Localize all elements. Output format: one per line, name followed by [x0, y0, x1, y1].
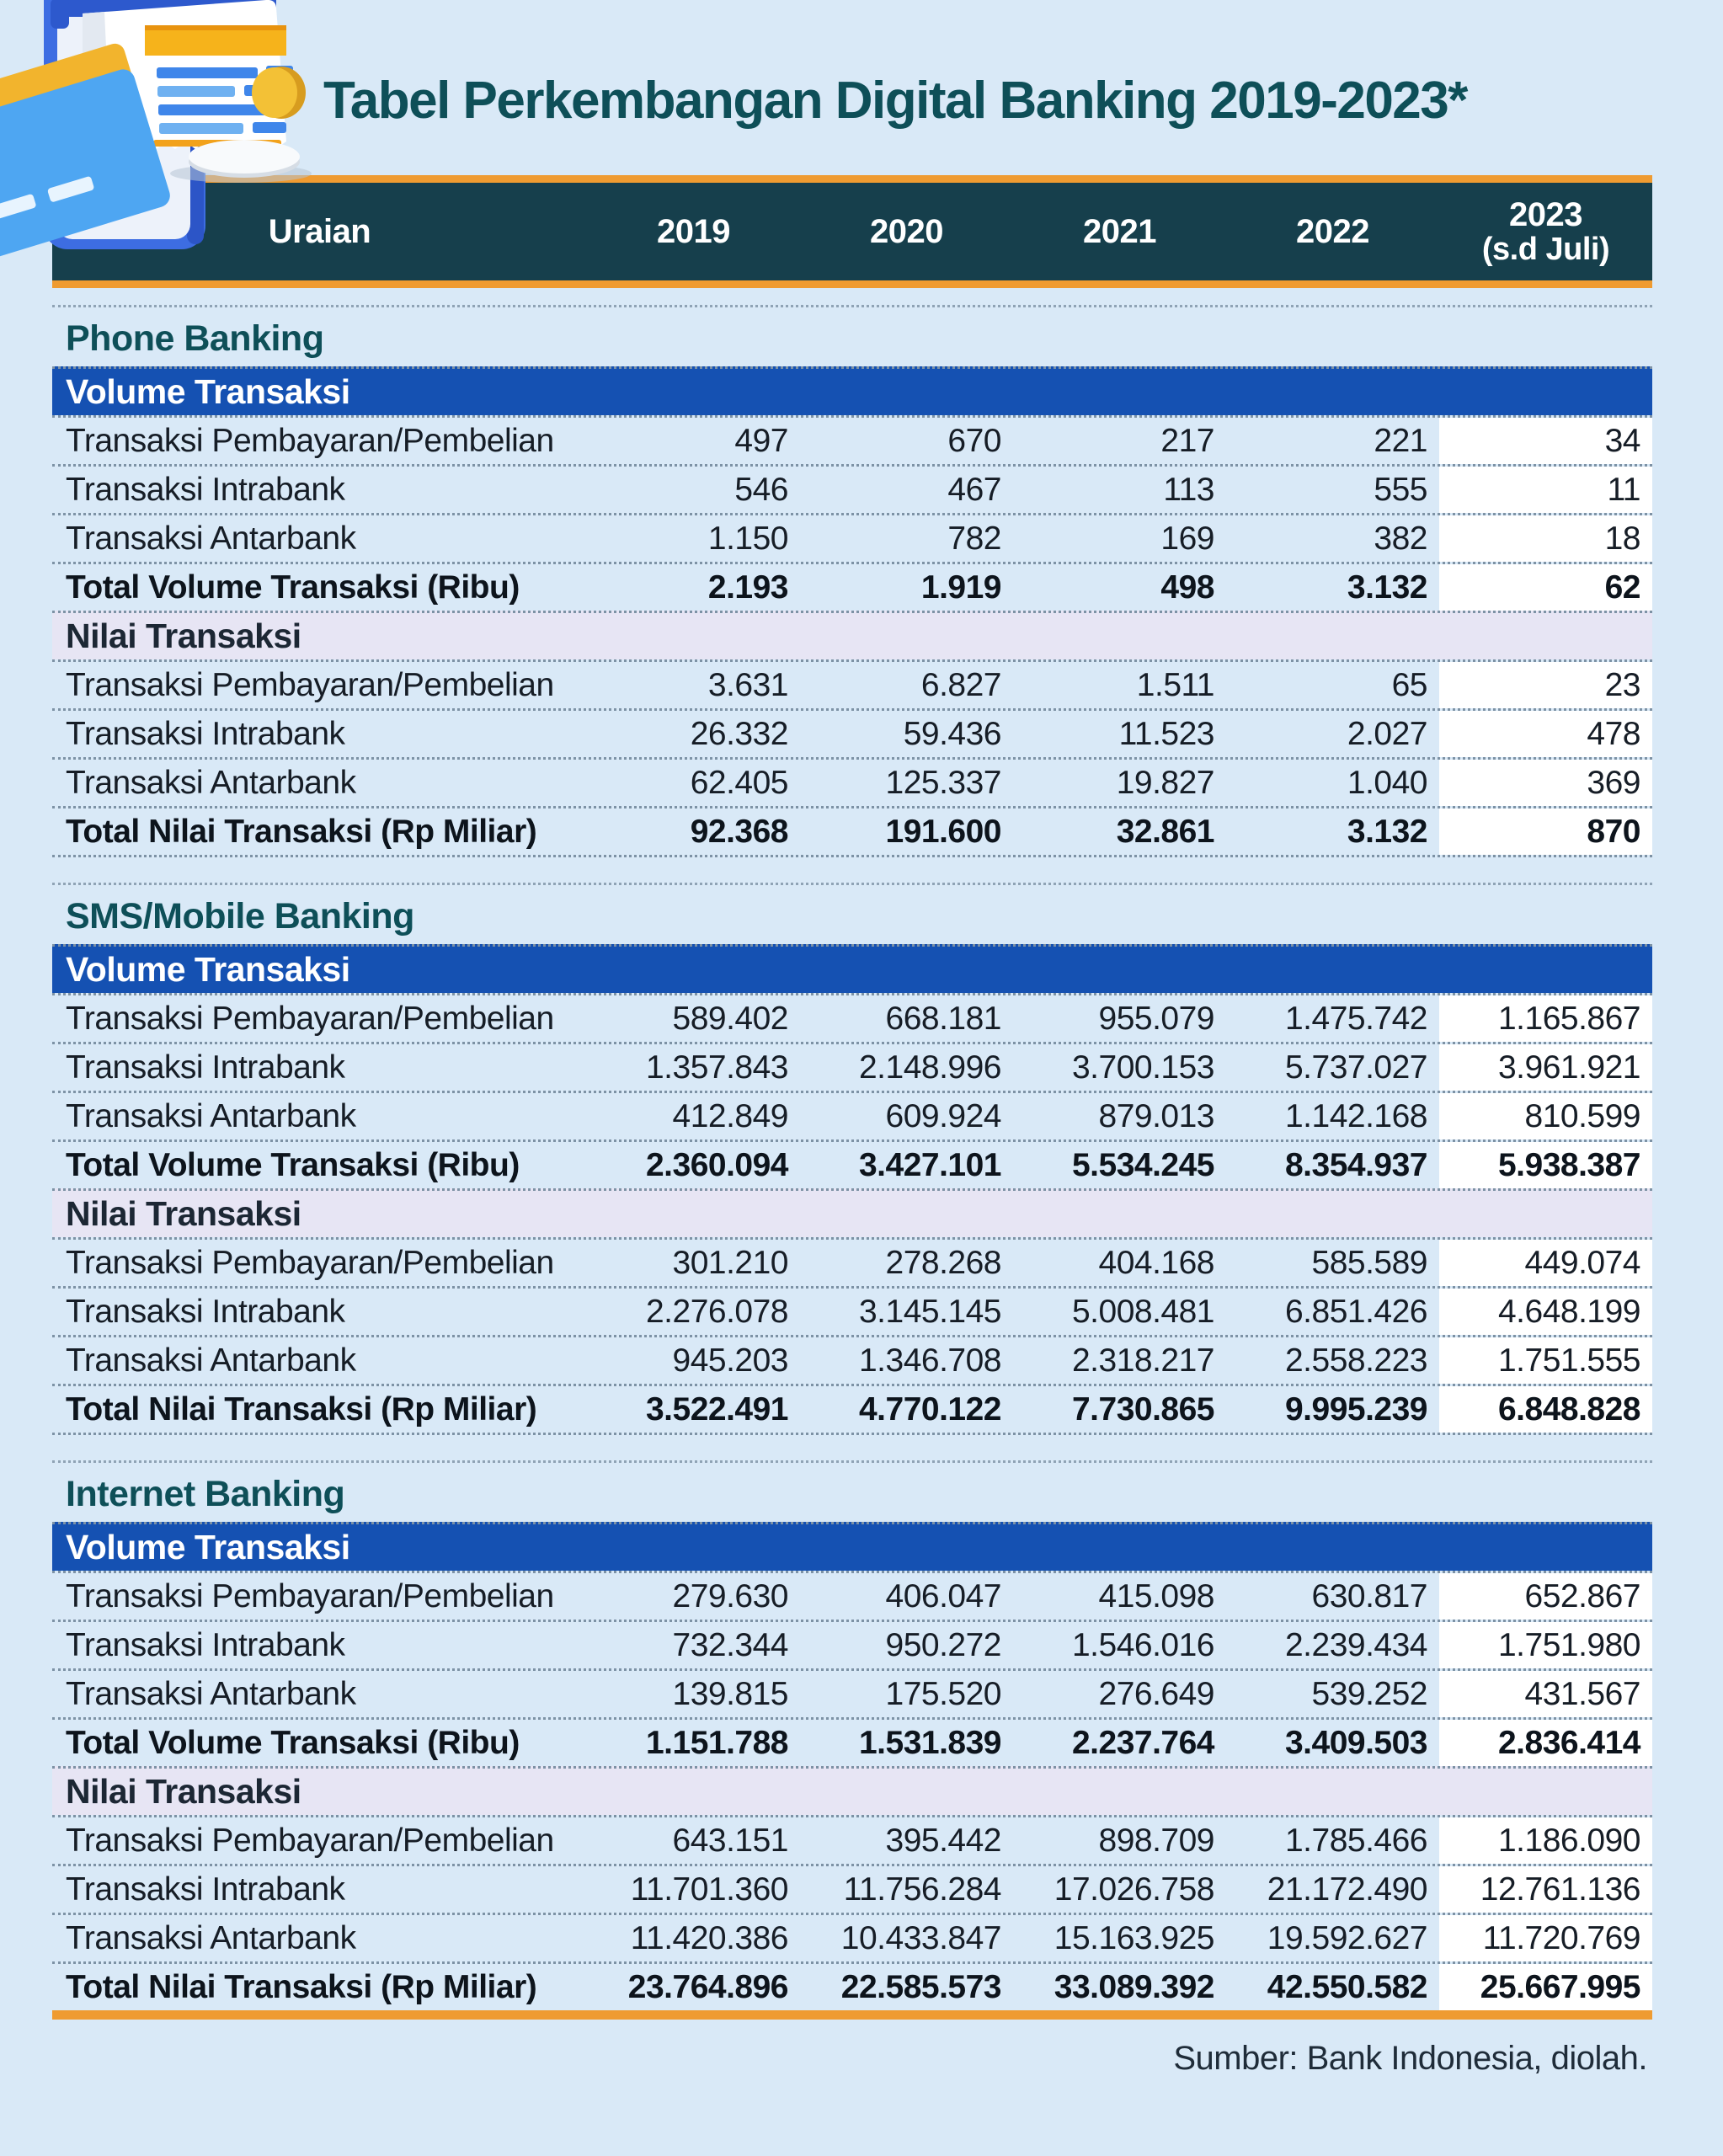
table-row: [52, 1961, 1652, 2010]
cell-value: 369: [1439, 760, 1652, 806]
cell-value: 609.924: [885, 1097, 1001, 1134]
table-row: [52, 757, 1652, 806]
cell-value: 7.730.865: [1071, 1390, 1214, 1428]
table-row: [52, 708, 1652, 757]
column-header-2023: [1439, 197, 1652, 267]
cell-value: 301.210: [672, 1244, 788, 1281]
cell-value: 589.402: [672, 1000, 788, 1037]
cell-value: 276.649: [1098, 1675, 1214, 1712]
coin-icon: [252, 67, 306, 119]
cell-value: 3.132: [1347, 568, 1427, 606]
cell-value: 8.354.937: [1284, 1146, 1427, 1183]
cell-value: 1.785.466: [1284, 1822, 1427, 1859]
row-label: Transaksi Intrabank: [66, 471, 345, 508]
row-label: Transaksi Antarbank: [66, 1675, 356, 1712]
cell-value: 555: [1374, 471, 1427, 508]
cell-value: 412.849: [672, 1097, 788, 1134]
cell-value: 6.848.828: [1439, 1386, 1652, 1433]
cell-value: 2.360.094: [645, 1146, 788, 1183]
cell-value: 2.239.434: [1284, 1626, 1427, 1663]
cell-value: 11.701.360: [630, 1870, 788, 1908]
section-end-separator: [52, 855, 1652, 857]
page-title: Tabel Perkembangan Digital Banking 2019-2023*: [323, 72, 1467, 130]
cell-value: 810.599: [1439, 1093, 1652, 1139]
cell-value: 32.861: [1116, 813, 1214, 850]
table-bottom-border: [52, 2010, 1652, 2020]
digital-banking-illustration: [0, 0, 320, 261]
cell-value: 4.648.199: [1439, 1289, 1652, 1335]
cell-value: 1.186.090: [1439, 1817, 1652, 1864]
cell-value: 21.172.490: [1267, 1870, 1427, 1908]
cell-value: 732.344: [672, 1626, 788, 1663]
cell-value: 652.867: [1439, 1573, 1652, 1620]
cell-value: 2.148.996: [858, 1049, 1001, 1086]
cell-value: 3.145.145: [858, 1293, 1001, 1330]
cell-value: 3.409.503: [1284, 1724, 1427, 1761]
cell-value: 478: [1439, 711, 1652, 757]
row-label: Total Volume Transaksi (Ribu): [66, 1146, 520, 1183]
group-header: Volume Transaksi: [52, 944, 1652, 993]
table-row: [52, 1913, 1652, 1961]
row-label: Transaksi Pembayaran/Pembelian: [66, 666, 554, 703]
table-row: [52, 1668, 1652, 1717]
column-header-2023-year: 2023: [1509, 195, 1582, 233]
cell-value: 10.433.847: [840, 1919, 1001, 1956]
row-label: Transaksi Intrabank: [66, 1293, 345, 1330]
cell-value: 34: [1439, 418, 1652, 464]
row-label: Total Nilai Transaksi (Rp Miliar): [66, 1390, 537, 1428]
table-row: [52, 659, 1652, 708]
row-label: Transaksi Pembayaran/Pembelian: [66, 1000, 554, 1037]
column-header-2019: 2019: [657, 212, 730, 250]
cell-value: 278.268: [885, 1244, 1001, 1281]
cell-value: 3.700.153: [1071, 1049, 1214, 1086]
cell-value: 1.142.168: [1284, 1097, 1427, 1134]
row-label: Transaksi Pembayaran/Pembelian: [66, 422, 554, 459]
group-header: Volume Transaksi: [52, 1522, 1652, 1571]
group-header: Nilai Transaksi: [52, 1188, 1652, 1237]
cell-value: 3.631: [707, 666, 788, 703]
cell-value: 955.079: [1098, 1000, 1214, 1037]
row-label: Transaksi Intrabank: [66, 715, 345, 752]
cell-value: 26.332: [690, 715, 788, 752]
cell-value: 497: [734, 422, 788, 459]
cell-value: 1.546.016: [1071, 1626, 1214, 1663]
cell-value: 18: [1439, 515, 1652, 562]
cell-value: 42.550.582: [1267, 1968, 1427, 2005]
group-header: Volume Transaksi: [52, 366, 1652, 415]
cell-value: 175.520: [885, 1675, 1001, 1712]
cell-value: 5.737.027: [1284, 1049, 1427, 1086]
cell-value: 467: [947, 471, 1001, 508]
cell-value: 870: [1439, 808, 1652, 855]
cell-value: 1.040: [1347, 764, 1427, 801]
table-row: [52, 1139, 1652, 1188]
cell-value: 9.995.239: [1284, 1390, 1427, 1428]
cell-value: 3.427.101: [858, 1146, 1001, 1183]
cell-value: 1.165.867: [1439, 995, 1652, 1042]
row-label: Transaksi Antarbank: [66, 1919, 356, 1956]
row-label: Transaksi Intrabank: [66, 1870, 345, 1908]
cell-value: 279.630: [672, 1577, 788, 1614]
table-row: [52, 1620, 1652, 1668]
cell-value: 950.272: [885, 1626, 1001, 1663]
table-row: [52, 513, 1652, 562]
cell-value: 406.047: [885, 1577, 1001, 1614]
row-label: Total Nilai Transaksi (Rp Miliar): [66, 813, 537, 850]
cell-value: 59.436: [903, 715, 1001, 752]
section-title: SMS/Mobile Banking: [66, 896, 414, 937]
cell-value: 22.585.573: [840, 1968, 1001, 2005]
cell-value: 5.008.481: [1071, 1293, 1214, 1330]
cell-value: 25.667.995: [1439, 1964, 1652, 2010]
table-row: [52, 1815, 1652, 1864]
cell-value: 2.027: [1347, 715, 1427, 752]
cell-value: 1.475.742: [1284, 1000, 1427, 1037]
cell-value: 6.851.426: [1284, 1293, 1427, 1330]
cell-value: 23.764.896: [627, 1968, 788, 2005]
table-row: [52, 1864, 1652, 1913]
cell-value: 125.337: [885, 764, 1001, 801]
column-header-2022: 2022: [1296, 212, 1369, 250]
cell-value: 3.961.921: [1439, 1044, 1652, 1091]
cell-value: 1.751.555: [1439, 1337, 1652, 1384]
cell-value: 4.770.122: [858, 1390, 1001, 1428]
row-label: Transaksi Antarbank: [66, 1097, 356, 1134]
cell-value: 62: [1439, 564, 1652, 611]
cell-value: 546: [734, 471, 788, 508]
cell-value: 217: [1160, 422, 1214, 459]
table-row: [52, 1042, 1652, 1091]
cell-value: 539.252: [1311, 1675, 1427, 1712]
cell-value: 1.531.839: [858, 1724, 1001, 1761]
cell-value: 2.237.764: [1071, 1724, 1214, 1761]
group-header: Nilai Transaksi: [52, 611, 1652, 659]
cell-value: 585.589: [1311, 1244, 1427, 1281]
cell-value: 668.181: [885, 1000, 1001, 1037]
table-body: [52, 305, 1652, 2010]
cell-value: 23: [1439, 662, 1652, 708]
group-header: Nilai Transaksi: [52, 1766, 1652, 1815]
cell-value: 65: [1391, 666, 1427, 703]
cell-value: 643.151: [672, 1822, 788, 1859]
cell-value: 404.168: [1098, 1244, 1214, 1281]
table-section: [52, 883, 1652, 1435]
row-label: Total Volume Transaksi (Ribu): [66, 1724, 520, 1761]
cell-value: 33.089.392: [1054, 1968, 1214, 2005]
cell-value: 879.013: [1098, 1097, 1214, 1134]
cell-value: 3.132: [1347, 813, 1427, 850]
row-label: Transaksi Intrabank: [66, 1626, 345, 1663]
cell-value: 92.368: [690, 813, 788, 850]
section-title: Phone Banking: [66, 318, 324, 359]
table-row: [52, 415, 1652, 464]
table-row: [52, 1335, 1652, 1384]
cell-value: 1.751.980: [1439, 1622, 1652, 1668]
cell-value: 12.761.136: [1439, 1866, 1652, 1913]
row-label: Transaksi Antarbank: [66, 1342, 356, 1379]
table-section: [52, 305, 1652, 857]
cell-value: 11.523: [1118, 715, 1214, 752]
row-label: Total Nilai Transaksi (Rp Miliar): [66, 1968, 537, 2005]
cell-value: 15.163.925: [1054, 1919, 1214, 1956]
cell-value: 431.567: [1439, 1671, 1652, 1717]
cell-value: 191.600: [885, 813, 1001, 850]
digital-banking-table: [52, 175, 1652, 2078]
row-label: Transaksi Antarbank: [66, 520, 356, 557]
column-header-2023-subtitle: (s.d Juli): [1481, 232, 1610, 268]
cell-value: 3.522.491: [645, 1390, 788, 1428]
table-row: [52, 464, 1652, 513]
row-label: Transaksi Pembayaran/Pembelian: [66, 1244, 554, 1281]
table-row: [52, 1286, 1652, 1335]
cell-value: 1.346.708: [858, 1342, 1001, 1379]
column-header-2020: 2020: [870, 212, 943, 250]
cell-value: 19.827: [1116, 764, 1214, 801]
cell-value: 670: [947, 422, 1001, 459]
table-row: [52, 562, 1652, 611]
cell-value: 945.203: [672, 1342, 788, 1379]
cell-value: 6.827: [920, 666, 1001, 703]
row-label: Transaksi Pembayaran/Pembelian: [66, 1822, 554, 1859]
table-row: [52, 993, 1652, 1042]
cell-value: 11.720.769: [1439, 1915, 1652, 1961]
table-row: [52, 1237, 1652, 1286]
section-end-separator: [52, 1433, 1652, 1435]
section-title: Internet Banking: [66, 1474, 345, 1514]
cell-value: 782: [947, 520, 1001, 557]
source-note: Sumber: Bank Indonesia, diolah.: [1173, 2040, 1647, 2077]
row-label: Transaksi Intrabank: [66, 1049, 345, 1086]
cell-value: 11.756.284: [843, 1870, 1001, 1908]
cell-value: 221: [1374, 422, 1427, 459]
table-section: [52, 1460, 1652, 2010]
cell-value: 1.357.843: [645, 1049, 788, 1086]
cell-value: 898.709: [1098, 1822, 1214, 1859]
cell-value: 5.938.387: [1439, 1142, 1652, 1188]
column-header-uraian: Uraian: [268, 212, 371, 250]
cell-value: 139.815: [672, 1675, 788, 1712]
table-row: [52, 806, 1652, 855]
cell-value: 1.150: [707, 520, 788, 557]
cell-value: 11: [1439, 467, 1652, 513]
row-label: Transaksi Pembayaran/Pembelian: [66, 1577, 554, 1614]
cell-value: 62.405: [690, 764, 788, 801]
row-label: Transaksi Antarbank: [66, 764, 356, 801]
cell-value: 2.193: [707, 568, 788, 606]
table-row: [52, 1091, 1652, 1139]
cell-value: 498: [1160, 568, 1214, 606]
cell-value: 169: [1160, 520, 1214, 557]
cell-value: 19.592.627: [1267, 1919, 1427, 1956]
cell-value: 382: [1374, 520, 1427, 557]
table-row: [52, 1384, 1652, 1433]
column-header-2021: 2021: [1083, 212, 1156, 250]
cell-value: 1.919: [920, 568, 1001, 606]
cell-value: 11.420.386: [630, 1919, 788, 1956]
cell-value: 5.534.245: [1071, 1146, 1214, 1183]
row-label: Total Volume Transaksi (Ribu): [66, 568, 520, 606]
table-row: [52, 1571, 1652, 1620]
cell-value: 2.558.223: [1284, 1342, 1427, 1379]
cell-value: 2.318.217: [1071, 1342, 1214, 1379]
cell-value: 2.836.414: [1439, 1720, 1652, 1766]
cell-value: 395.442: [885, 1822, 1001, 1859]
cell-value: 2.276.078: [645, 1293, 788, 1330]
cell-value: 415.098: [1098, 1577, 1214, 1614]
cell-value: 1.511: [1136, 666, 1214, 703]
cell-value: 113: [1163, 471, 1214, 508]
cell-value: 449.074: [1439, 1240, 1652, 1286]
cell-value: 630.817: [1311, 1577, 1427, 1614]
cell-value: 1.151.788: [645, 1724, 788, 1761]
table-row: [52, 1717, 1652, 1766]
cell-value: 17.026.758: [1054, 1870, 1214, 1908]
